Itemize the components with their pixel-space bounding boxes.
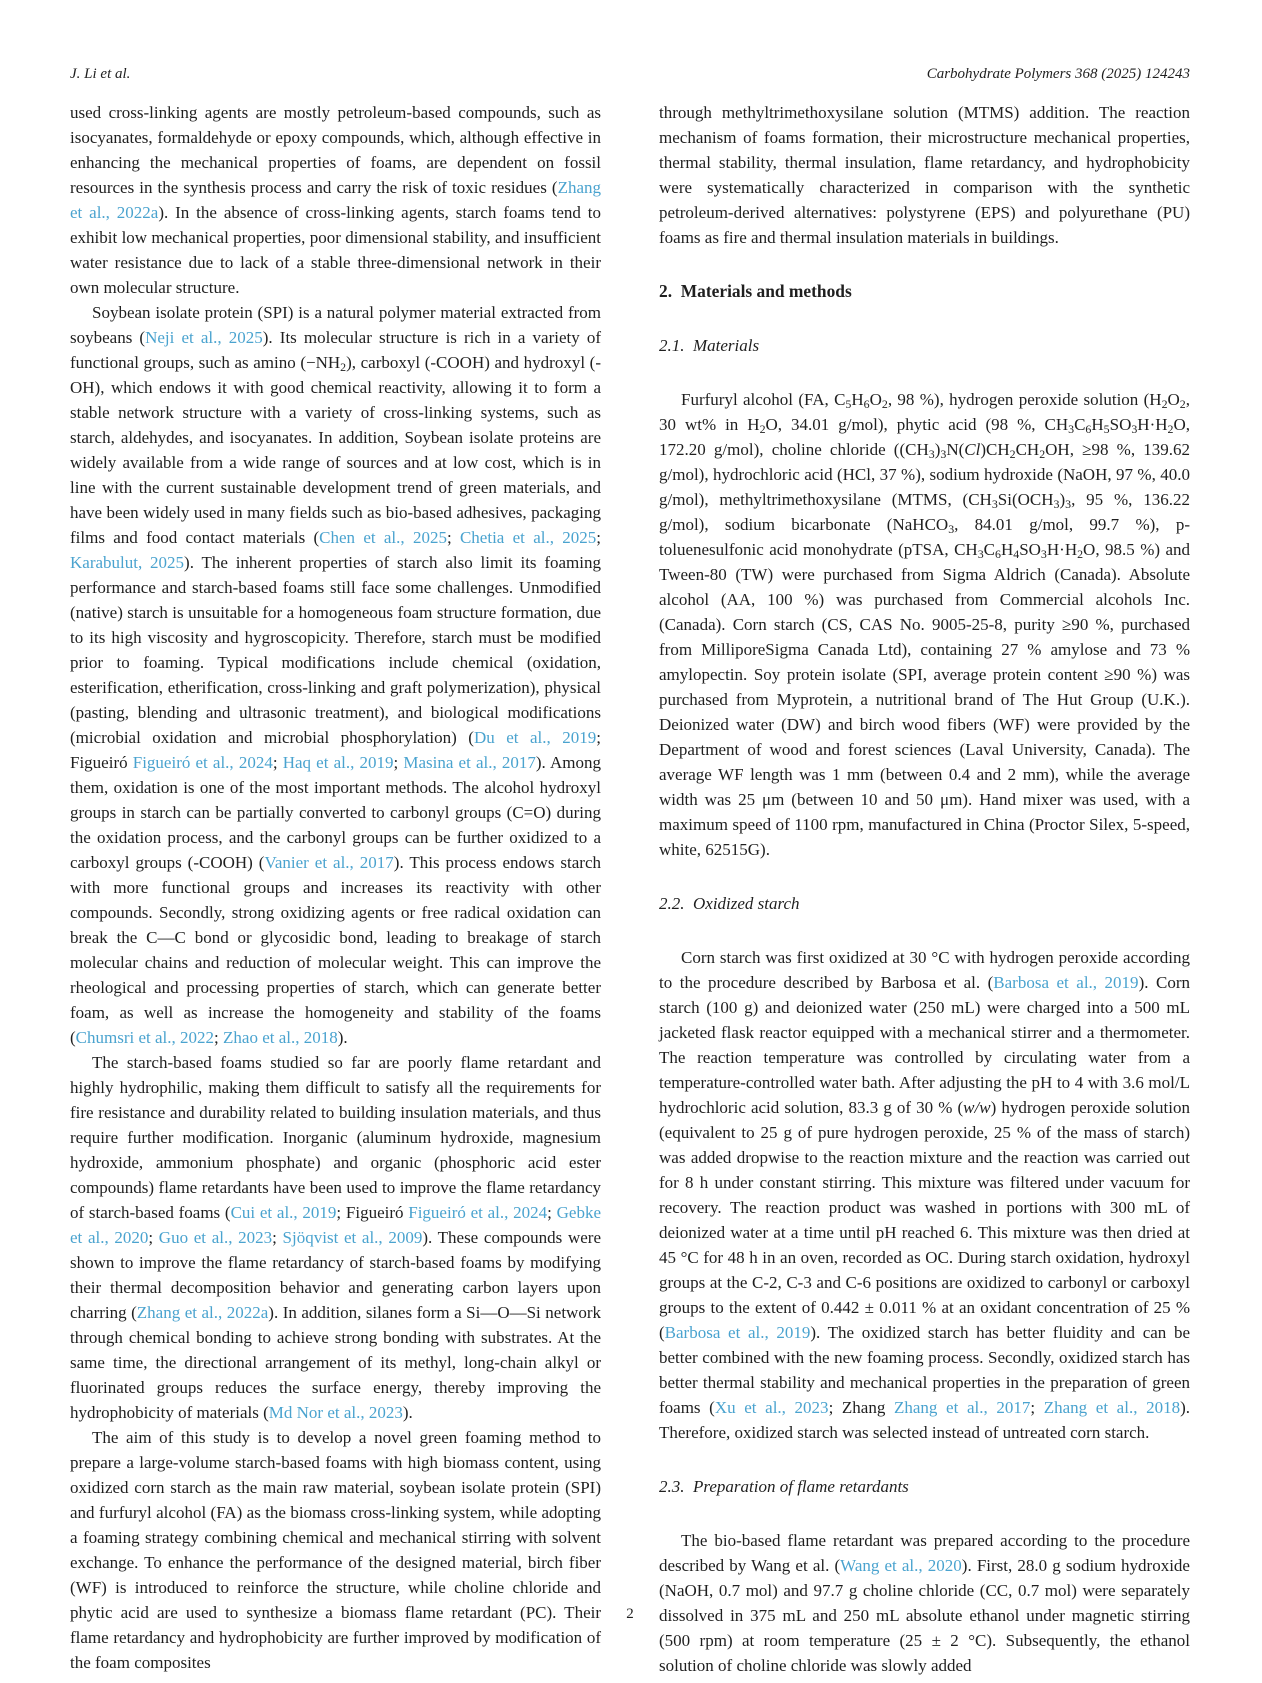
chemical-subscript: 3 [940, 447, 947, 462]
chemical-subscript: 3 [1065, 497, 1072, 512]
text-run: ; [596, 528, 601, 547]
chemical-subscript: 3 [977, 547, 984, 562]
citation-link[interactable]: Chumsri et al., 2022 [75, 1028, 215, 1047]
chemical-subscript: 3 [1131, 422, 1138, 437]
text-run: CH [1015, 440, 1040, 459]
chemical-subscript: 3 [948, 522, 955, 537]
text-run: Cl [964, 440, 981, 459]
text-run: O, 98.5 %) and Tween-80 (TW) were purchased from Sigma Aldrich (Canada). Absolute alcohol (AA, 100 %) was purchased from Commercial alcohols Inc. (Canada). Corn starch (CS, CAS No. 9005-25-8, purity ≥90 %, purchased from MilliporeSigma Canada Ltd), containing 27 % amylose and 73 % amylopectin. Soy protein isolate (SPI, average protein content ≥90 %) was purchased from Myprotein, a nutritional brand of The Hut Group (U.K.). Deionized water (DW) and birch wood fibers (WF) were provided by the Department of wood and forest sciences (Laval University, Canada). The average WF length was 1 mm (between 0.4 and 2 mm), while the average width was 25 μm (between 10 and 50 μm). Hand mixer was used, with a maximum speed of 1100 rpm, manufactured in China (Proctor Silex, 5-speed, white, 62515G). [659, 540, 1190, 859]
running-header [70, 66, 1190, 83]
text-run: 2.1. Materials [659, 336, 760, 355]
paragraph [70, 100, 601, 300]
text-run: C [1074, 415, 1086, 434]
page-footer [70, 1606, 1190, 1623]
paragraph [70, 300, 601, 1050]
chemical-subscript: 3 [1040, 547, 1047, 562]
text-run: O, 172.20 g/mol), choline chloride ((CH [659, 415, 1190, 459]
text-run: ; [148, 1228, 159, 1247]
subsection-heading [659, 891, 1190, 916]
text-run: ), carboxyl (-COOH) and hydroxyl (-OH), which endows it with good chemical reactivity, allowing it to form a stable network structure with a variety of cross-linking systems, such as starch, aldehydes, and isocyanates. In addition, Soybean isolate proteins are widely available from a wide range of sources and at low cost, which is in line with the current sustainable development trend of green materials, and have been widely used in many fields such as bio-based adhesives, packaging films and food contact materials ( [70, 353, 601, 547]
text-run: ). Therefore, oxidized starch was selected instead of untreated corn starch. [659, 1398, 1191, 1442]
text-run: Furfuryl alcohol (FA, C [681, 390, 846, 409]
chemical-subscript: 2 [1161, 397, 1168, 412]
citation-link[interactable]: Xu et al., 2023 [714, 1398, 829, 1417]
chemical-subscript: 6 [863, 397, 870, 412]
text-run: Corn starch was first oxidized at 30 °C with hydrogen peroxide according to the procedure described by Barbosa et al. ( [659, 948, 1190, 992]
paragraph [659, 387, 1190, 862]
citation-link[interactable]: Wang et al., 2020 [840, 1556, 962, 1575]
two-column-text-body [70, 100, 1190, 1678]
citation-link[interactable]: Barbosa et al., 2019 [664, 1323, 811, 1342]
chemical-subscript: 5 [845, 397, 852, 412]
text-run: SO [1109, 415, 1132, 434]
text-run: ). Its molecular structure is rich in a variety of functional groups, such as amino (−NH [70, 328, 602, 372]
subsection-heading [659, 1474, 1190, 1499]
text-run: 2.2. Oxidized starch [659, 894, 800, 913]
text-run: ; [214, 1028, 224, 1047]
chemical-subscript: 4 [1013, 547, 1020, 562]
text-run: 2. Materials and methods [659, 281, 852, 301]
chemical-subscript: 2 [881, 397, 888, 412]
citation-link[interactable]: Md Nor et al., 2023 [268, 1403, 403, 1422]
text-run: ; Figueiró [336, 1203, 409, 1222]
citation-link[interactable]: Figueiró et al., 2024 [132, 753, 273, 772]
citation-link[interactable]: Zhang et al., 2022a [136, 1303, 269, 1322]
chemical-subscript: 6 [995, 547, 1001, 562]
text-run: )CH [980, 440, 1010, 459]
chemical-subscript: 2 [1009, 447, 1016, 462]
text-run: ; [393, 753, 404, 772]
citation-link[interactable]: Zhao et al., 2018 [223, 1028, 338, 1047]
citation-link[interactable]: Chen et al., 2025 [319, 528, 447, 547]
text-run: ). This process endows starch with more functional groups and increases its reactivity with other compounds. Secondly, strong oxidizing agents or free radical oxidation can break the C—C bond or glycosidic bond, leading to breakage of starch molecular chains and reduction of molecular weight. This can improve the rheological and processing properties of starch, which can generate better foam, as well as increase the homogeneity and stability of the foams ( [70, 853, 601, 1047]
left-column [70, 100, 601, 1678]
text-run: The bio-based flame retardant was prepared according to the procedure described by Wang et al. ( [659, 1531, 1190, 1575]
text-run: ; [547, 1203, 557, 1222]
text-run: H [1091, 415, 1104, 434]
text-run: , 95 %, 136.22 g/mol), sodium bicarbonate (NaHCO [659, 490, 1190, 534]
text-run: ). First, 28.0 g sodium hydroxide (NaOH, 0.7 mol) and 97.7 g choline chloride (CC, 0.7 mol) were separately dissolved in 375 mL and 250 mL absolute ethanol under magnetic stirring (500 rpm) at room temperature (25 ± 2 °C). Subsequently, the ethanol solution of choline chloride was slowly added [659, 1556, 1190, 1675]
paragraph [659, 1528, 1190, 1678]
text-run: , 84.01 g/mol, 99.7 %), p-toluenesulfonic acid monohydrate (pTSA, CH [659, 515, 1190, 559]
chemical-subscript: 2 [759, 422, 766, 437]
text-run: used cross-linking agents are mostly petroleum-based compounds, such as isocyanates, formaldehyde or epoxy compounds, which, although effective in enhancing the mechanical properties of foams, are dependent on fossil resources in the synthesis process and carry the risk of toxic residues ( [70, 103, 601, 197]
text-run: The starch-based foams studied so far are poorly flame retardant and highly hydrophilic, making them difficult to satisfy all the requirements for fire resistance and durability related to building insulation materials, and thus require further modification. Inorganic (aluminum hydroxide, magnesium hydroxide, ammonium phosphate) and organic (phosphoric acid ester compounds) flame retardants have been used to improve the flame retardancy of starch-based foams ( [70, 1053, 601, 1222]
subsection-heading [659, 333, 1190, 358]
citation-link[interactable]: Guo et al., 2023 [158, 1228, 273, 1247]
right-column [659, 100, 1190, 1678]
text-run: N( [946, 440, 965, 459]
text-run: through methyltrimethoxysilane solution (MTMS) addition. The reaction mechanism of foams formation, their microstructure mechanical properties, thermal stability, thermal insulation, flame retardancy, and hydrophobicity were systematically characterized in comparison with the synthetic petroleum-derived alternatives: polystyrene (EPS) and polyurethane (PU) foams as fire and thermal insulation materials in buildings. [659, 103, 1190, 247]
chemical-subscript: 2 [1039, 447, 1046, 462]
text-run: ) [934, 440, 941, 459]
citation-link[interactable]: Karabulut, 2025 [70, 553, 185, 572]
citation-link[interactable]: Zhang et al., 2022a [70, 178, 601, 222]
citation-link[interactable]: Haq et al., 2019 [282, 753, 394, 772]
text-run: ). [402, 1403, 413, 1422]
text-run: C [983, 540, 995, 559]
text-run: ; [272, 1228, 283, 1247]
citation-link[interactable]: Cui et al., 2019 [230, 1203, 337, 1222]
chemical-subscript: 3 [1068, 422, 1075, 437]
citation-link[interactable]: Sjöqvist et al., 2009 [282, 1228, 423, 1247]
text-run: OH, ≥98 %, 139.62 g/mol), hydrochloric acid (HCl, 37 %), sodium hydroxide (NaOH, 97 %, 40.0 g/mol), methyltrimethoxysilane (MTMS, (CH [659, 440, 1191, 509]
citation-link[interactable]: Barbosa et al., 2019 [993, 973, 1139, 992]
paragraph [659, 945, 1190, 1445]
chemical-subscript: 2 [1179, 397, 1186, 412]
chemical-subscript: 6 [1085, 422, 1092, 437]
text-run: ). The inherent properties of starch also limit its foaming performance and starch-based foams still face some challenges. Unmodified (native) starch is unsuitable for a homogeneous foam structure formation, due to its high viscosity and hygroscopicity. Therefore, starch must be modified prior to foaming. Typical modifications include chemical (oxidation, esterification, etherification, cross-linking and graft polymerization), physical (pasting, blending and ultrasonic treatment), and biological modifications (microbial oxidation and microbial phosphorylation) ( [70, 553, 601, 747]
text-run: ; [1030, 1398, 1044, 1417]
citation-link[interactable]: Chetia et al., 2025 [459, 528, 597, 547]
page-number: 2 [626, 1606, 634, 1622]
text-run: O [869, 390, 882, 409]
text-run: Si(OCH [997, 490, 1054, 509]
text-run: Soybean isolate protein (SPI) is a natural polymer material extracted from soybeans ( [70, 303, 601, 347]
running-head-authors: J. Li et al. [70, 66, 131, 82]
text-run: ; [272, 753, 283, 772]
chemical-subscript: 2 [1167, 422, 1174, 437]
chemical-subscript: 2 [340, 360, 347, 375]
running-head-journal: Carbohydrate Polymers 368 (2025) 124243 [926, 66, 1190, 82]
citation-link[interactable]: Du et al., 2019 [473, 728, 597, 747]
chemical-subscript: 3 [928, 447, 935, 462]
text-run: SO [1019, 540, 1041, 559]
chemical-subscript: 5 [1103, 422, 1110, 437]
citation-link[interactable]: Neji et al., 2025 [145, 328, 263, 347]
text-run: ). The oxidized starch has better fluidity and can be better combined with the new foaming process. Secondly, oxidized starch has better thermal stability and mechanical properties in the preparation of green foams ( [659, 1323, 1190, 1417]
text-run: The aim of this study is to develop a novel green foaming method to prepare a large-volume starch-based foams with high biomass content, using oxidized corn starch as the main raw material, soybean isolate protein (SPI) and furfuryl alcohol (FA) as the biomass cross-linking system, while adopting a foaming strategy combining chemical and mechanical stirring with solvent exchange. To enhance the performance of the designed material, birch fiber (WF) is introduced to reinforce the structure, while choline chloride and phytic acid are used to synthesize a biomass flame retardant (PC). Their flame retardancy and hydrophobicity are further improved by modification of the foam composites [70, 1428, 601, 1672]
chemical-subscript: 2 [1077, 547, 1084, 562]
text-run: ; Figueiró [70, 728, 601, 772]
text-run: ). These compounds were shown to improve the flame retardancy of starch-based foams by modifying their thermal decomposition behavior and generating carbon layers upon charring ( [70, 1228, 601, 1322]
paragraph [70, 1050, 601, 1425]
citation-link[interactable]: Gebke et al., 2020 [70, 1203, 601, 1247]
text-run: ). In addition, silanes form a Si—O—Si network through chemical bonding to achieve strong bonding with substrates. At the same time, the directional arrangement of its methyl, long-chain alkyl or fluorinated groups reduces the surface energy, thereby improving the hydrophobicity of materials ( [70, 1303, 601, 1422]
text-run: O [1167, 390, 1180, 409]
text-run: H [1000, 540, 1014, 559]
chemical-subscript: 3 [1053, 497, 1060, 512]
section-heading [659, 279, 1190, 304]
citation-link[interactable]: Figueiró et al., 2024 [408, 1203, 548, 1222]
text-run: ). Among them, oxidation is one of the most important methods. The alcohol hydroxyl groups in starch can be partially converted to carbonyl groups (C=O) during the oxidation process, and the carbonyl groups can be further oxidized to a carboxyl groups (-COOH) ( [70, 753, 601, 872]
text-run: ) [1059, 490, 1066, 509]
chemical-subscript: 3 [991, 497, 998, 512]
text-run: ) hydrogen peroxide solution (equivalent to 25 g of pure hydrogen peroxide, 25 % of the mass of starch) was added dropwise to the reaction mixture and the reaction was carried out for 8 h under constant stirring. This mixture was filtered under vacuum for recovery. The reaction product was washed in portions with 300 mL of deionized water at a time until pH reached 6. This mixture was then dried at 45 °C for 48 h in an oven, recorded as OC. During starch oxidation, hydroxyl groups at the C-2, C-3 and C-6 positions are oxidized to carbonyl or carboxyl groups to the extent of 0.442 ± 0.011 % at an oxidant concentration of 25 % ( [659, 1098, 1190, 1342]
text-run: ). In the absence of cross-linking agents, starch foams tend to exhibit low mechanical properties, poor dimensional stability, and insufficient water resistance due to lack of a stable three-dimensional network in their own molecular structure. [70, 203, 601, 297]
text-run: ; [446, 528, 460, 547]
text-run: ; Zhang [828, 1398, 894, 1417]
citation-link[interactable]: Vanier et al., 2017 [264, 853, 394, 872]
text-run: H [851, 390, 864, 409]
text-run: ). [337, 1028, 348, 1047]
paragraph [659, 100, 1190, 250]
citation-link[interactable]: Zhang et al., 2017 [893, 1398, 1031, 1417]
text-run: H·H [1137, 415, 1168, 434]
text-run: , 30 wt% in H [659, 390, 1190, 434]
text-run: w/w [963, 1098, 991, 1117]
text-run: ). Corn starch (100 g) and deionized water (250 mL) were charged into a 500 mL jacketed flask reactor equipped with a mechanical stirrer and a thermometer. The reaction temperature was controlled by circulating water from a temperature-controlled water bath. After adjusting the pH to 4 with 3.6 mol/L hydrochloric acid solution, 83.3 g of 30 % ( [659, 973, 1190, 1117]
text-run: O, 34.01 g/mol), phytic acid (98 %, CH [765, 415, 1069, 434]
paragraph [70, 1425, 601, 1675]
citation-link[interactable]: Masina et al., 2017 [403, 753, 536, 772]
text-run: , 98 %), hydrogen peroxide solution (H [887, 390, 1162, 409]
text-run: H·H [1046, 540, 1078, 559]
text-run: 2.3. Preparation of flame retardants [659, 1477, 909, 1496]
citation-link[interactable]: Zhang et al., 2018 [1043, 1398, 1181, 1417]
